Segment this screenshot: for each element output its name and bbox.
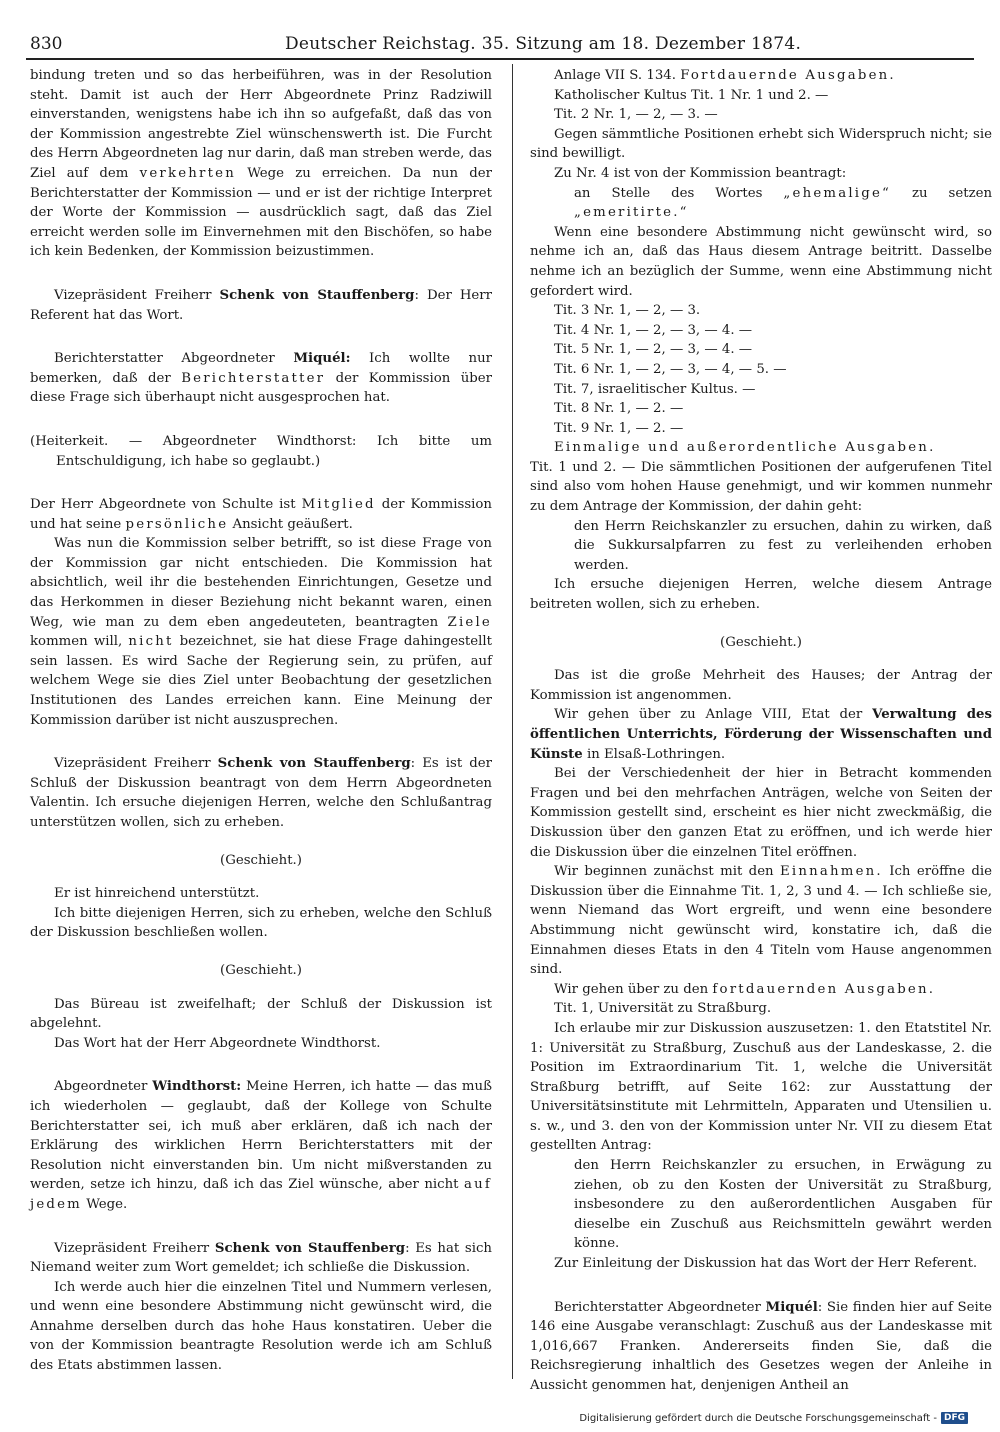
paragraph: Wir beginnen zunächst mit den Einnahmen. Ich eröffne die Diskussion über die Einnahme Tit. 1, 2, 3 und 4. — Ich schließe sie, wenn Niemand das Wort ergreift, und wenn eine besondere Abstimmung nicht gewünscht wird, konstatire ich, daß die Einnahmen dieses Etats in den 4 Titeln vom Hause angenommen sind. <box>530 864 992 978</box>
paragraph: Wir gehen über zu den fortdauernden Ausgaben. <box>554 981 936 997</box>
interjection: (Heiterkeit. — Abgeordneter Windthorst: Ich bitte um Entschuldigung, ich habe so geglaubt.) <box>30 433 492 469</box>
list-item: Tit. 9 Nr. 1, — 2. — <box>554 420 684 436</box>
paragraph: Gegen sämmtliche Positionen erhebt sich Widerspruch nicht; sie sind bewilligt. <box>530 126 992 162</box>
speaker-name: Schenk von Stauffenberg <box>214 1240 406 1256</box>
paragraph: Ich werde auch hier die einzelnen Titel und Nummern verlesen, und wenn eine besondere Abstimmung nicht gewünscht wird, die Annahme derselben durch das hohe Haus konstatiren. Ueber die von der Kommission beantragte Resolution werde ich am Schluß des Etats abstimmen lassen. <box>30 1279 492 1374</box>
paragraph: Der Herr Abgeordnete von Schulte ist Mitglied der Kommission und hat seine persönliche Ansicht geäußert. <box>30 497 492 532</box>
stage-direction: (Geschieht.) <box>720 634 802 650</box>
section-heading: Anlage VII S. 134. Fortdauernde Ausgaben. <box>554 68 896 83</box>
stage-direction: (Geschieht.) <box>220 962 302 978</box>
speaker-name: Windthorst: <box>152 1079 242 1095</box>
paragraph: Ich bitte diejenigen Herren, sich zu erheben, welche den Schluß der Diskussion beschließen wollen. <box>30 905 492 941</box>
paragraph: Tit. 1, Universität zu Straßburg. <box>554 1001 772 1017</box>
paragraph: Ich erlaube mir zur Diskussion auszusetzen: 1. den Etatstitel Nr. 1: Universität zu Straßburg, Zuschuß aus der Landeskasse, 2. die Position im Extraordinarium Tit. 1, welche die Universität Straßburg betrifft, auf Seite 162: zur Ausstattung der Universitätsinstitute mit Lehrmitteln, Apparaten und Utensilien u. s. w., und 3. den von der Kommission unter Nr. VII zu diesem Etat gestellten Antrag: <box>530 1020 992 1154</box>
page-number: 830 <box>30 34 63 54</box>
paragraph: Wir gehen über zu Anlage VIII, Etat der Verwaltung des öffentlichen Unterrichts, Förderung der Wissenschaften und Künste in Elsaß-Lothringen. <box>530 707 993 762</box>
right-column <box>530 66 992 1396</box>
paragraph: Zur Einleitung der Diskussion hat das Wort der Herr Referent. <box>554 1256 978 1272</box>
paragraph: Tit. 2 Nr. 1, — 2, — 3. — <box>554 107 718 123</box>
paragraph: Das ist die große Mehrheit des Hauses; der Antrag der Kommission ist angenommen. <box>530 668 992 703</box>
speaker-paragraph: Vizepräsident Freiherr Schenk von Stauffenberg: Es hat sich Niemand weiter zum Wort gemeldet; ich schließe die Diskussion. <box>30 1240 492 1276</box>
digitization-credit <box>579 1412 968 1424</box>
paragraph: Er ist hinreichend unterstützt. <box>54 886 260 902</box>
dfg-logo-icon: DFG <box>941 1412 968 1424</box>
running-title: Deutscher Reichstag. 35. Sitzung am 18. Dezember 1874. <box>285 34 802 54</box>
paragraph: Katholischer Kultus Tit. 1 Nr. 1 und 2. — <box>554 87 829 103</box>
paragraph: Was nun die Kommission selber betrifft, so ist diese Frage von der Kommission gar nicht entschieden. Die Kommission hat absichtlich, weil ihr die bestehenden Einrichtungen, Gesetze und das Herkommen in dieser Beziehung nicht bekannt waren, einen Weg, wie man zu dem eben angedeuteten, beantragten Ziele kommen will, nicht bezeichnet, sie hat diese Frage dahingestellt sein lassen. Es wird Sache der Regierung sein, zu prüfen, auf welchem Wege sie dies Ziel unter Beobachtung der gesetzlichen Institutionen des Landes erreichen kann. Eine Meinung der Kommission darüber ist nicht auszusprechen. <box>30 536 492 728</box>
motion-text: den Herrn Reichskanzler zu ersuchen, dahin zu wirken, daß die Sukkursalpfarren zu fest zu verleihenden erhoben werden. <box>574 518 992 573</box>
list-item: Tit. 8 Nr. 1, — 2. — <box>554 401 684 417</box>
paragraph: Wenn eine besondere Abstimmung nicht gewünscht wird, so nehme ich an, daß das Haus diesem Antrage beitritt. Dasselbe nehme ich an bezüglich der Summe, wenn eine Abstimmung nicht gefordert wird. <box>530 224 992 299</box>
speaker-paragraph: Berichterstatter Abgeordneter Miquél: Sie finden hier auf Seite 146 eine Ausgabe veranschlagt: Zuschuß aus der Landeskasse mit 1,016,667 Franken. Andererseits finden Sie, daß die Reichsregierung inhaltlich des Gesetzes wegen der Anleihe in Aussicht genommen hat, denjenigen Antheil an <box>530 1299 992 1393</box>
speaker-name: Schenk von Stauffenberg <box>219 287 415 303</box>
list-item: Tit. 5 Nr. 1, — 2, — 3, — 4. — <box>554 342 753 358</box>
speaker-paragraph: Abgeordneter Windthorst: Meine Herren, ich hatte — das muß ich wiederholen — geglaubt, daß der Kollege von Schulte Berichterstatter sei, ich muß aber erklären, daß ich nach der Erklärung des wirklichen Herrn Berichterstatters mit der Resolution nicht einverstanden bin. Um nicht mißverstanden zu werden, setze ich hinzu, daß ich das Ziel wünsche, aber nicht auf jedem Wege. <box>30 1079 492 1212</box>
paragraph: bindung treten und so das herbeiführen, was in der Resolution steht. Damit ist auch der Herr Abgeordnete Prinz Radziwill einverstanden, wenigstens habe ich ihn so aufgefaßt, daß das von der Kommission angestrebte Ziel wünschenswerth ist. Die Furcht des Herrn Abgeordneten lag nur darin, daß man streben werde, das Ziel auf dem verkehrten Wege zu erreichen. Da nun der Berichterstatter der Kommission — und er ist der richtige Interpret der Worte der Kommission — ausdrücklich sagt, daß das Ziel erreicht werden solle im Einvernehmen mit den Bischöfen, so habe ich kein Bedenken, der Kommission beizustimmen. <box>30 68 492 260</box>
paragraph: Tit. 1 und 2. — Die sämmtlichen Positionen der aufgerufenen Titel sind also vom hohen Hause genehmigt, und wir kommen nunmehr zu dem Antrage der Kommission, der dahin geht: <box>530 459 992 515</box>
list-item: Tit. 4 Nr. 1, — 2, — 3, — 4. — <box>554 322 753 338</box>
list-item: Tit. 6 Nr. 1, — 2, — 3, — 4, — 5. — <box>554 361 787 377</box>
left-column <box>30 66 492 1376</box>
speaker-paragraph: Vizepräsident Freiherr Schenk von Stauffenberg: Der Herr Referent hat das Wort. <box>30 287 493 323</box>
motion-text: an Stelle des Wortes „ehemalige“ zu setzen „emeritirte.“ <box>574 185 993 221</box>
paragraph: Ich ersuche diejenigen Herren, welche diesem Antrage beitreten wollen, sich zu erheben. <box>530 577 992 613</box>
stage-direction: (Geschieht.) <box>220 852 302 868</box>
section-heading: Einmalige und außerordentliche Ausgaben. <box>554 440 936 456</box>
speaker-paragraph: Berichterstatter Abgeordneter Miquél: Ich wollte nur bemerken, daß der Berichterstatter der Kommission über diese Frage sich überhaupt nicht ausgesprochen hat. <box>30 351 493 406</box>
column-rule <box>512 64 513 1379</box>
list-item: Tit. 7, israelitischer Kultus. — <box>554 381 756 397</box>
motion-text: den Herrn Reichskanzler zu ersuchen, in Erwägung zu ziehen, ob zu den Kosten der Universität zu Straßburg, insbesondere zu den außerordentlichen Ausgaben für dieselbe ein Zuschuß aus Reichsmitteln gewährt werden könne. <box>574 1158 992 1252</box>
paragraph: Das Wort hat der Herr Abgeordnete Windthorst. <box>54 1035 381 1051</box>
speaker-name: Miquél: <box>293 351 351 367</box>
speaker-name: Miquél <box>765 1299 818 1315</box>
paragraph: Bei der Verschiedenheit der hier in Betracht kommenden Fragen und bei den mehrfachen Anträgen, welche von Seiten der Kommission gestellt sind, erscheint es hier nicht zweckmäßig, die Diskussion über den ganzen Etat zu eröffnen, und ich werde hier die Diskussion über die einzelnen Titel eröffnen. <box>530 766 992 860</box>
speaker-paragraph: Vizepräsident Freiherr Schenk von Stauffenberg: Es ist der Schluß der Diskussion beantragt von dem Herrn Abgeordneten Valentin. Ich ersuche diejenigen Herren, welche den Schlußantrag unterstützen wollen, sich zu erheben. <box>30 756 493 830</box>
page-header <box>30 28 970 58</box>
header-rule <box>26 58 974 60</box>
speaker-name: Schenk von Stauffenberg <box>217 756 411 772</box>
paragraph: Das Büreau ist zweifelhaft; der Schluß der Diskussion ist abgelehnt. <box>30 996 492 1032</box>
paragraph: Zu Nr. 4 ist von der Kommission beantragt: <box>554 165 847 181</box>
credit-text: Digitalisierung gefördert durch die Deutsche Forschungsgemeinschaft - <box>579 1412 937 1424</box>
list-item: Tit. 3 Nr. 1, — 2, — 3. <box>554 303 701 319</box>
